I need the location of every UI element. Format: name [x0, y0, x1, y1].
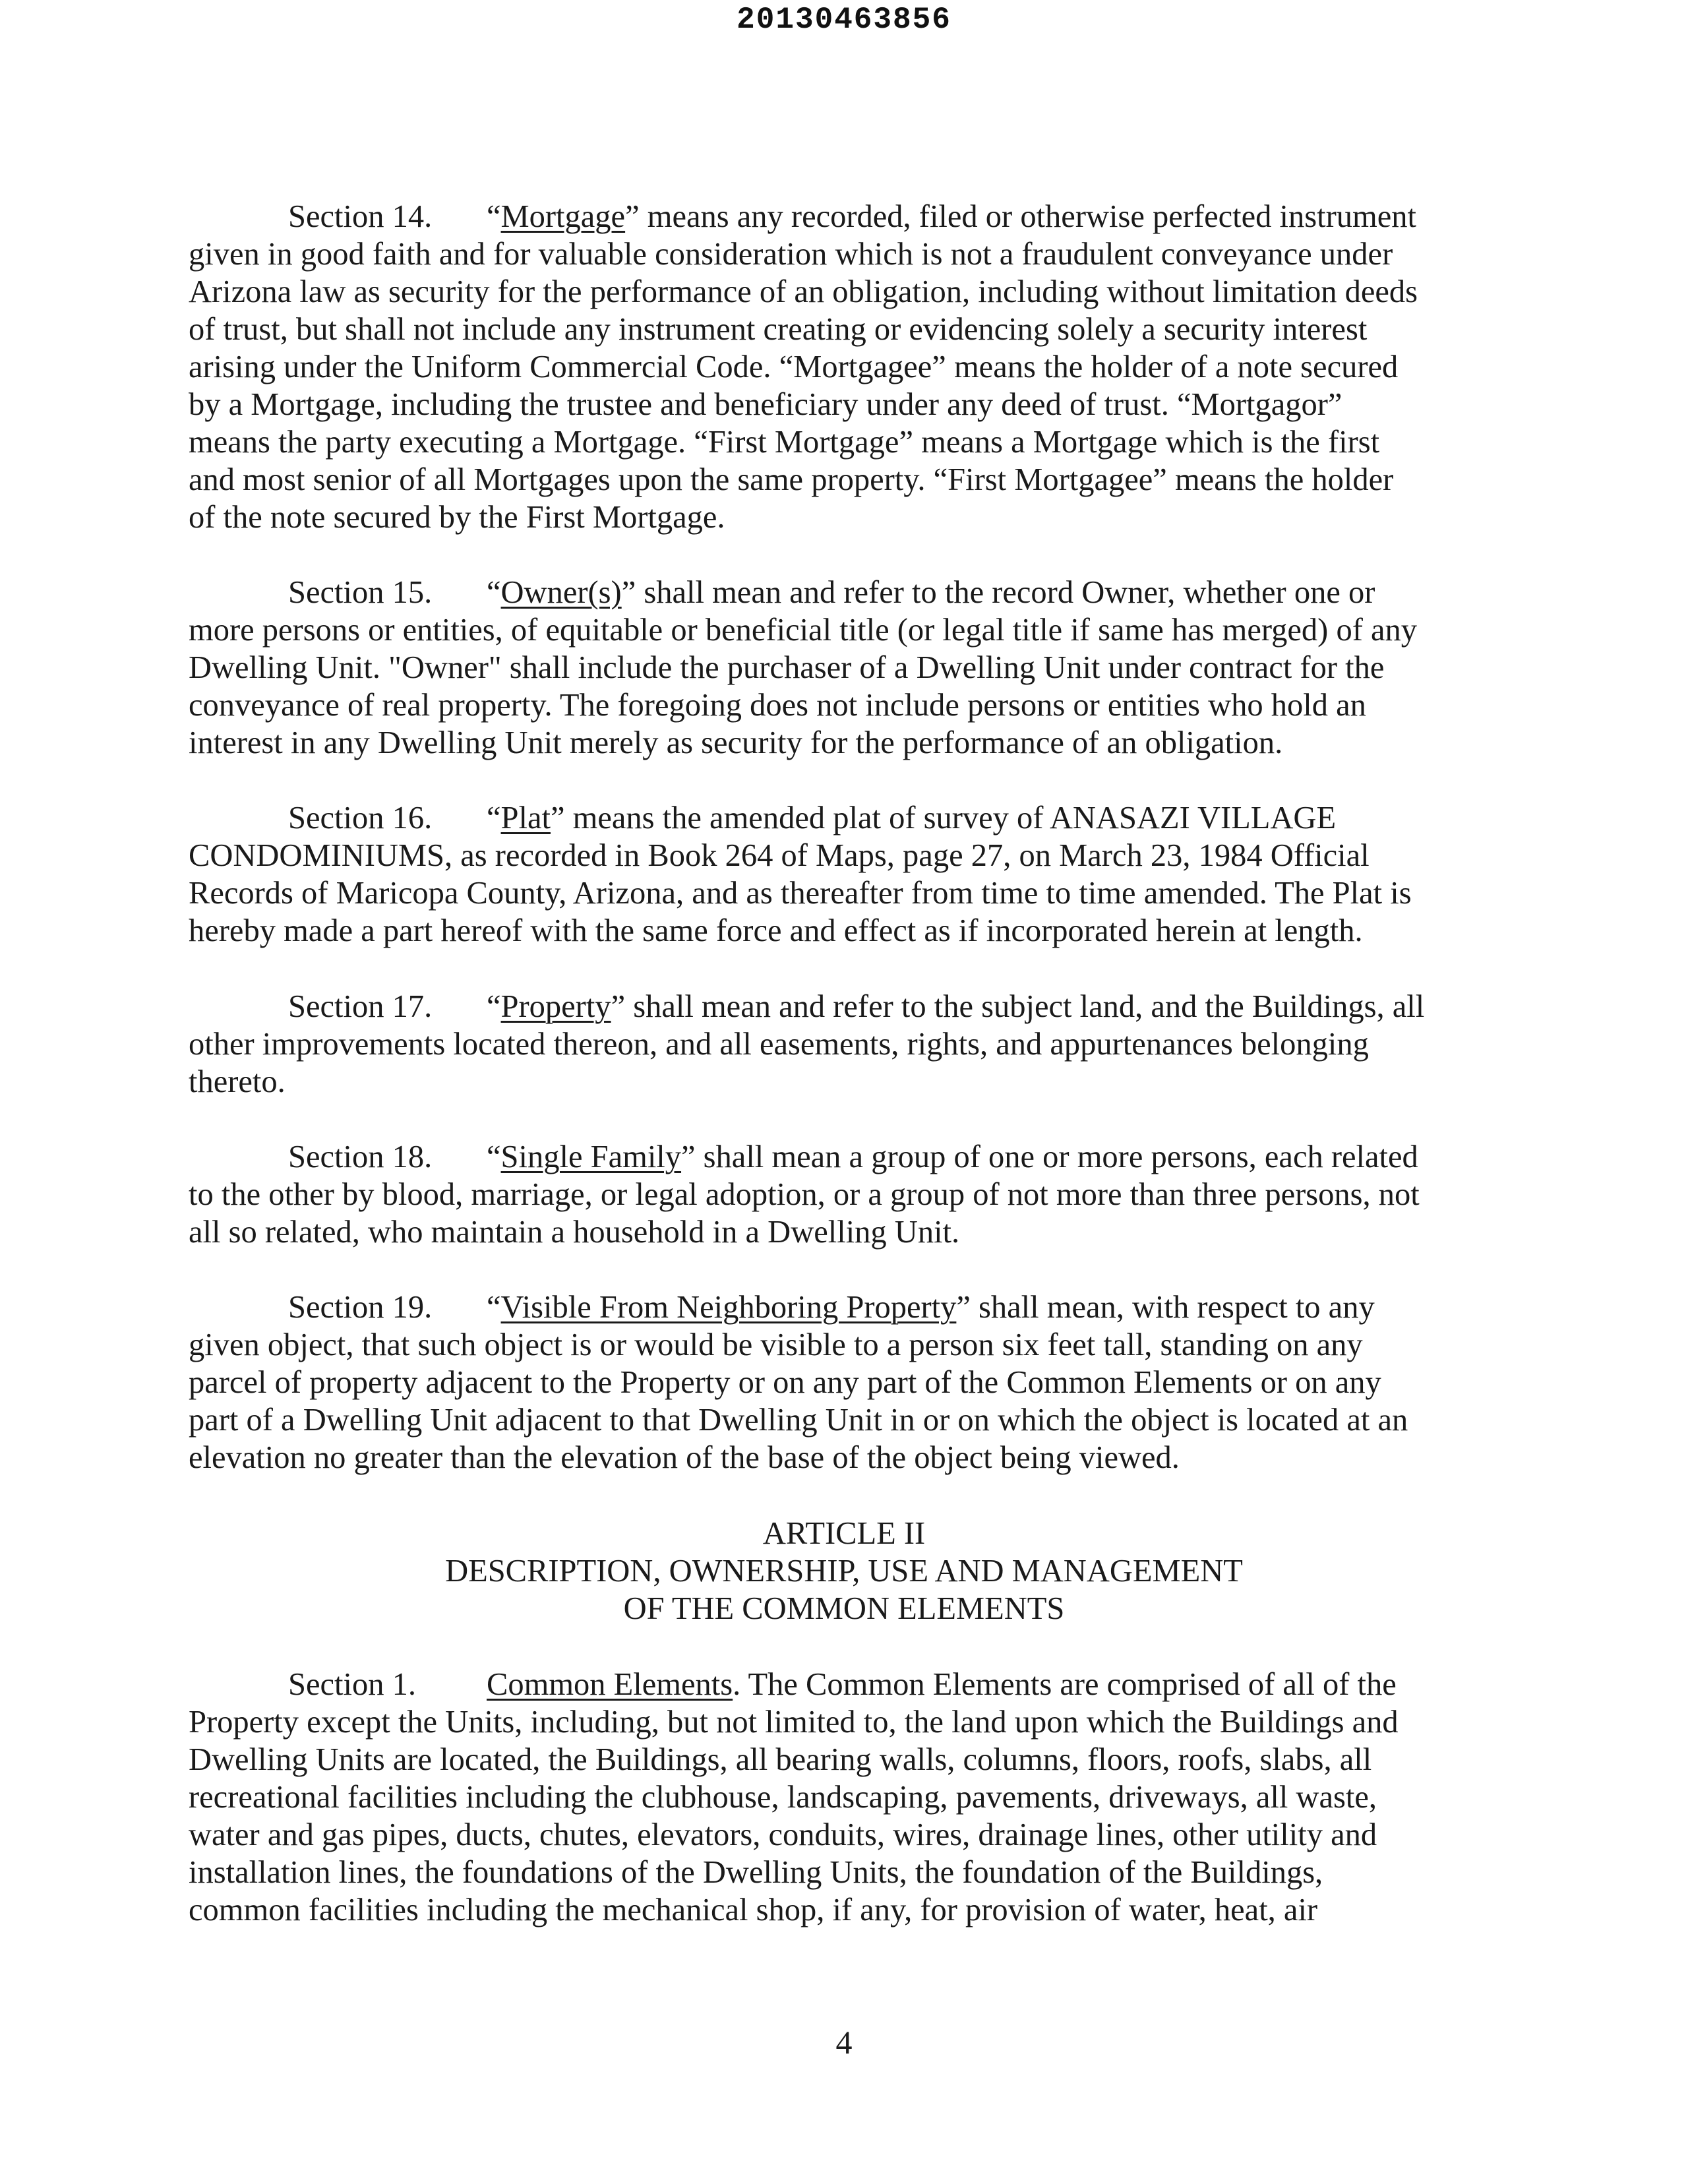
section-15 [189, 574, 1481, 762]
defined-term: Mortgage [500, 199, 626, 234]
section-line: water and gas pipes, ducts, chutes, elevators, conduits, wires, drainage lines, other utility and [189, 1817, 1377, 1852]
defined-term: Visible From Neighboring Property [500, 1290, 957, 1325]
section-line: Records of Maricopa County, Arizona, and as thereafter from time to time amended. The Plat is [189, 876, 1412, 911]
section-line: more persons or entities, of equitable or beneficial title (or legal title if same has merged) of any [189, 613, 1418, 648]
defined-term: Owner(s) [500, 575, 622, 610]
section-label: Section 15. [288, 575, 433, 610]
section-line: of the note secured by the First Mortgage. [189, 500, 725, 535]
section-16 [189, 799, 1481, 950]
section-label: Section 1. [288, 1667, 416, 1702]
section-line: interest in any Dwelling Unit merely as security for the performance of an obligation. [189, 725, 1283, 760]
section-line: recreational facilities including the clubhouse, landscaping, pavements, driveways, all waste, [189, 1780, 1377, 1815]
section-first-line: Section 19. “Visible From Neighboring Property” shall mean, with respect to any [288, 1290, 1375, 1325]
section-first-line: Section 14. “Mortgage” means any recorded, filed or otherwise perfected instrument [288, 199, 1416, 234]
section-line: and most senior of all Mortgages upon the same property. “First Mortgagee” means the holder [189, 462, 1394, 497]
section-first-line: Section 18. “Single Family” shall mean a group of one or more persons, each related [288, 1139, 1418, 1174]
section-line: elevation no greater than the elevation of the base of the object being viewed. [189, 1440, 1180, 1475]
section-line: of trust, but shall not include any instrument creating or evidencing solely a security interest [189, 312, 1368, 347]
section-line: all so related, who maintain a household in a Dwelling Unit. [189, 1215, 960, 1250]
page-number: 4 [835, 2024, 853, 2061]
section-first-line: Section 17. “Property” shall mean and refer to the subject land, and the Buildings, all [288, 989, 1425, 1024]
section-label: Section 17. [288, 989, 433, 1024]
article-section-1 [189, 1666, 1481, 1929]
section-line: parcel of property adjacent to the Property or on any part of the Common Elements or on any [189, 1365, 1381, 1400]
section-label: Section 14. [288, 199, 433, 234]
section-line: given in good faith and for valuable consideration which is not a fraudulent conveyance under [189, 237, 1393, 272]
section-19 [189, 1289, 1481, 1476]
section-17 [189, 988, 1481, 1101]
section-line: installation lines, the foundations of the Dwelling Units, the foundation of the Buildings, [189, 1855, 1323, 1890]
section-line: means the party executing a Mortgage. “First Mortgage” means a Mortgage which is the first [189, 425, 1380, 460]
section-line: common facilities including the mechanical shop, if any, for provision of water, heat, air [189, 1893, 1318, 1927]
section-line: CONDOMINIUMS, as recorded in Book 264 of Maps, page 27, on March 23, 1984 Official [189, 838, 1370, 873]
section-line: Dwelling Units are located, the Buildings, all bearing walls, columns, floors, roofs, slabs, all [189, 1742, 1372, 1777]
section-first-line: Section 1. Common Elements. The Common Elements are comprised of all of the [288, 1667, 1397, 1702]
section-line: Property except the Units, including, but not limited to, the land upon which the Buildings and [189, 1705, 1399, 1740]
article-title-line: DESCRIPTION, OWNERSHIP, USE AND MANAGEMENT [445, 1554, 1243, 1589]
article-number: ARTICLE II [762, 1516, 926, 1551]
section-first-line: Section 16. “Plat” means the amended plat of survey of ANASAZI VILLAGE [288, 801, 1337, 835]
defined-term: Plat [500, 801, 551, 835]
section-line: Arizona law as security for the performance of an obligation, including without limitation deeds [189, 274, 1418, 309]
defined-term: Common Elements [487, 1667, 733, 1702]
section-label: Section 18. [288, 1139, 433, 1174]
section-line: arising under the Uniform Commercial Code. “Mortgagee” means the holder of a note secured [189, 349, 1399, 384]
article-heading [0, 1515, 1688, 1627]
section-line: by a Mortgage, including the trustee and beneficiary under any deed of trust. “Mortgagor” [189, 387, 1342, 422]
section-line: Dwelling Unit. "Owner" shall include the purchaser of a Dwelling Unit under contract for the [189, 650, 1385, 685]
section-line: conveyance of real property. The foregoing does not include persons or entities who hold an [189, 688, 1366, 723]
defined-term: Single Family [500, 1139, 682, 1174]
section-line: thereto. [189, 1064, 286, 1099]
section-line: part of a Dwelling Unit adjacent to that Dwelling Unit in or on which the object is located at an [189, 1403, 1408, 1438]
section-first-line: Section 15. “Owner(s)” shall mean and refer to the record Owner, whether one or [288, 575, 1375, 610]
defined-term: Property [500, 989, 611, 1024]
section-18 [189, 1138, 1481, 1251]
section-line: to the other by blood, marriage, or legal adoption, or a group of not more than three persons, not [189, 1177, 1420, 1212]
section-line: given object, that such object is or would be visible to a person six feet tall, standing on any [189, 1327, 1363, 1362]
section-label: Section 16. [288, 801, 433, 835]
article-title-line: OF THE COMMON ELEMENTS [623, 1591, 1065, 1626]
recording-number: 20130463856 [737, 3, 951, 37]
section-label: Section 19. [288, 1290, 433, 1325]
section-14 [189, 198, 1481, 536]
section-line: hereby made a part hereof with the same force and effect as if incorporated herein at length. [189, 913, 1363, 948]
section-line: other improvements located thereon, and all easements, rights, and appurtenances belonging [189, 1027, 1369, 1062]
